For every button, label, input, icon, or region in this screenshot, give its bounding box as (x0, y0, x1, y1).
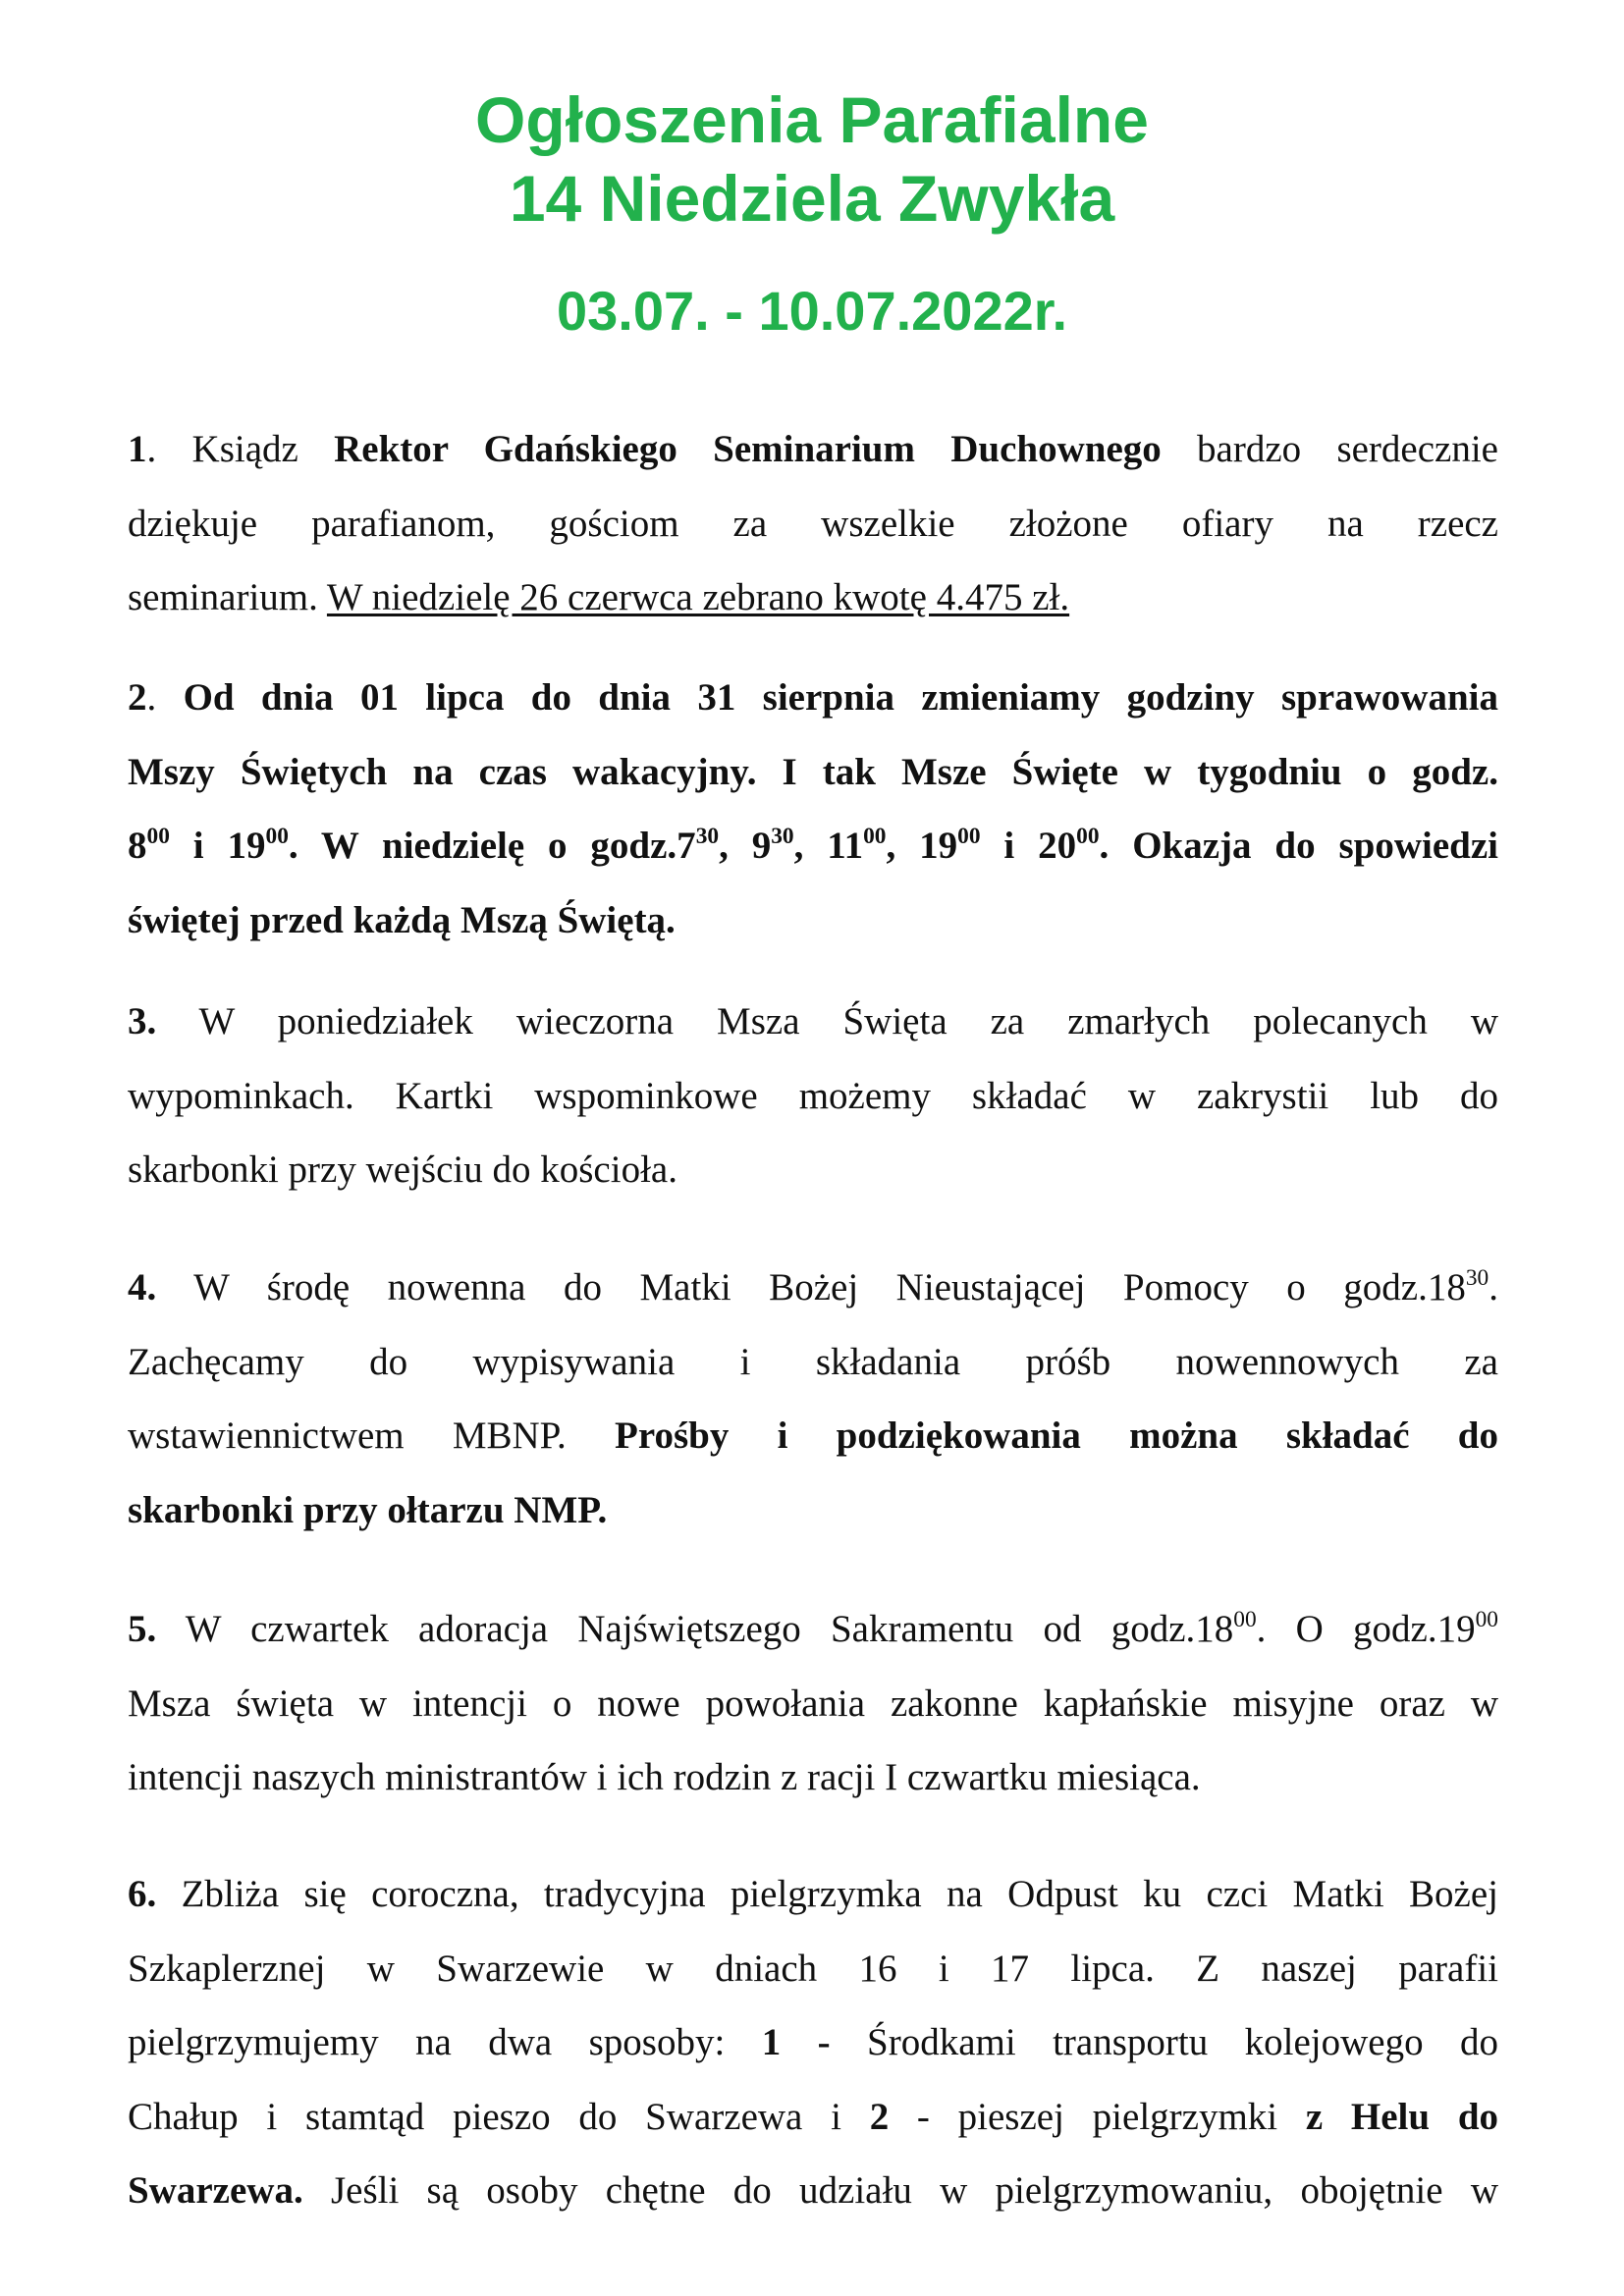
page-subtitle: 14 Niedziela Zwykła (509, 162, 1115, 235)
text-line: Szkaplerznej w Swarzewie w dniach 16 i 17 lipca. Z naszej parafii (128, 1947, 1498, 1990)
text-line: 6. Zbliża się coroczna, tradycyjna pielgrzymka na Odpust ku czci Matki Bożej (128, 1873, 1498, 1915)
announcement-item-2 (128, 661, 1498, 957)
text-line: Zachęcamy do wypisywania i składania próśb nowennowych za (128, 1340, 1498, 1383)
announcement-item-1 (128, 412, 1498, 635)
announcement-item-5 (128, 1592, 1498, 1815)
text-line: 1. Ksiądz Rektor Gdańskiego Seminarium Duchownego bardzo serdecznie (128, 428, 1498, 470)
text-line: 5. W czwartek adoracja Najświętszego Sakramentu od $godz.18^{00}$. O $godz.19^{00}$ (128, 1606, 1498, 1650)
text-line: 4. W środę nowenna do Matki Bożej Nieustającej Pomocy o $godz.18^{30}$. (128, 1264, 1498, 1308)
text-line: świętej przed każdą Mszą Świętą. (128, 898, 676, 941)
text-line: intencji naszych ministrantów i ich rodzin z racji I czwartku miesiąca. (128, 1756, 1201, 1799)
text-line: 3. W poniedziałek wieczorna Msza Święta za zmarłych polecanych w (128, 1000, 1498, 1042)
text-line: skarbonki przy ołtarzu NMP. (128, 1488, 608, 1531)
text-line: Mszy Świętych na czas wakacyjny. I tak Msze Święte w tygodniu o godz. (128, 750, 1498, 793)
text-line: skarbonki przy wejściu do kościoła. (128, 1148, 677, 1192)
page-title: Ogłoszenia Parafialne (475, 83, 1149, 156)
text-line: Swarzewa. Jeśli są osoby chętne do udziału w pielgrzymowaniu, obojętnie w (128, 2169, 1498, 2213)
date-range: 03.07. - 10.07.2022r. (557, 280, 1067, 342)
text-line: wypominkach. Kartki wspominkowe możemy składać w zakrystii lub do (128, 1074, 1498, 1117)
announcement-item-6 (128, 1857, 1498, 2228)
text-line: seminarium. W niedzielę 26 czerwca zebrano kwotę 4.475 zł. (128, 576, 1070, 619)
text-line: Msza święta w intencji o nowe powołania zakonne kapłańskie misyjne oraz w (128, 1682, 1498, 1725)
text-line: pielgrzymujemy na dwa sposoby: 1 - Środkami transportu kolejowego do (128, 2021, 1498, 2064)
text-line: dziękuje parafianom, gościom za wszelkie złożone ofiary na rzecz (128, 502, 1498, 545)
announcement-item-3 (128, 985, 1498, 1207)
text-line: $8^{00}$ i $19^{00}$. W niedzielę o $godz.7^{30}$, $9^{30}$, $11^{00}$, $19^{00}$ i $20^{00}$. Okazja do spowiedzi (128, 823, 1498, 868)
text-line: 2. Od dnia 01 lipca do dnia 31 sierpnia zmieniamy godziny sprawowania (128, 676, 1498, 719)
announcement-item-4 (128, 1251, 1498, 1547)
text-line: Chałup i stamtąd pieszo do Swarzewa i 2 - pieszej pielgrzymki z Helu do (128, 2095, 1499, 2138)
text-line: wstawiennictwem MBNP. Prośby i podziękowania można składać do (128, 1415, 1498, 1458)
